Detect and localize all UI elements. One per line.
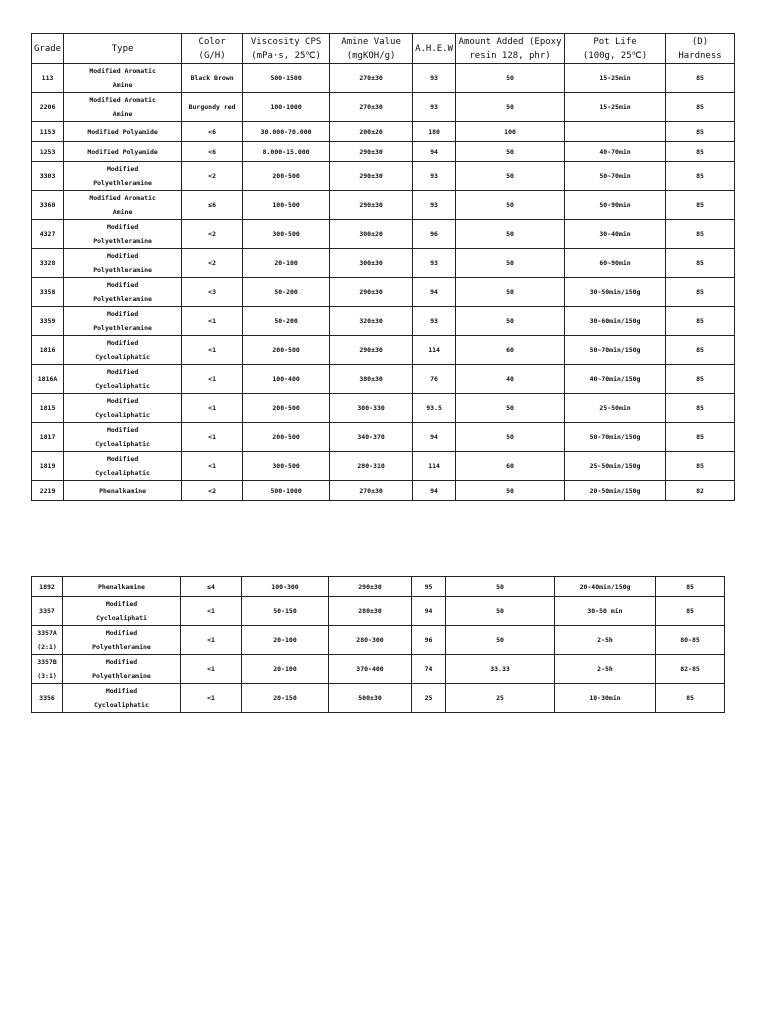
cell-amount: 50 xyxy=(456,162,565,191)
cell-color: <2 xyxy=(182,481,243,501)
cell-hardness: 85 xyxy=(666,122,735,142)
cell-color: Black Brown xyxy=(182,64,243,93)
cell-ahew: 94 xyxy=(413,423,456,452)
cell-viscosity: 8.000-15.000 xyxy=(243,142,330,162)
cell-viscosity: 100-400 xyxy=(243,365,330,394)
cell-grade xyxy=(32,423,64,452)
cell-amine: 300-330 xyxy=(330,394,413,423)
cell-amount: 25 xyxy=(446,684,555,713)
cell-type xyxy=(63,626,181,655)
cell-type-line: Modified xyxy=(106,252,139,260)
cell-amine: 290±30 xyxy=(329,577,412,597)
cell-type xyxy=(64,220,182,249)
header-ahew: A.H.E.W xyxy=(413,34,456,64)
cell-type-line: Polyethleramine xyxy=(93,237,152,245)
cell-grade-line: 1816 xyxy=(39,346,56,354)
cell-hardness: 82 xyxy=(666,481,735,501)
cell-pot: 2-5h xyxy=(555,626,656,655)
cell-color: <1 xyxy=(181,626,242,655)
cell-amount: 50 xyxy=(456,394,565,423)
header-color: Color (G/H) xyxy=(182,34,243,64)
cell-type-line: Cycloaliphatic xyxy=(95,440,150,448)
cell-type-line: Modified xyxy=(106,165,139,173)
cell-amine: 380±30 xyxy=(330,365,413,394)
cell-type xyxy=(63,684,181,713)
cell-amine: 320±30 xyxy=(330,307,413,336)
cell-type xyxy=(64,278,182,307)
cell-type xyxy=(63,577,181,597)
cell-color: <3 xyxy=(182,278,243,307)
cell-type xyxy=(64,423,182,452)
cell-color: ≤6 xyxy=(182,191,243,220)
cell-viscosity: 100-1000 xyxy=(243,93,330,122)
cell-color: <6 xyxy=(182,122,243,142)
header-pot-life: Pot Life (100g, 25℃) xyxy=(565,34,666,64)
cell-ahew: 25 xyxy=(412,684,446,713)
cell-type-line: Polyethleramine xyxy=(93,266,152,274)
cell-type-line: Modified xyxy=(105,687,138,695)
header-type: Type xyxy=(64,34,182,64)
cell-grade-line: 3358 xyxy=(39,288,56,296)
cell-pot: 50~70min xyxy=(565,162,666,191)
cell-grade xyxy=(32,249,64,278)
cell-grade-line: 3357 xyxy=(39,607,55,615)
cell-ahew: 94 xyxy=(413,278,456,307)
cell-type-line: Modified Aromatic xyxy=(89,67,156,75)
cell-amount: 50 xyxy=(456,93,565,122)
cell-grade xyxy=(32,307,64,336)
cell-hardness: 85 xyxy=(666,249,735,278)
cell-grade-line: 1819 xyxy=(39,462,56,470)
cell-pot: 30-50min/150g xyxy=(565,278,666,307)
table-row xyxy=(32,249,735,278)
cell-amine: 290±30 xyxy=(330,278,413,307)
cell-grade-line: 1892 xyxy=(39,582,55,591)
cell-ahew: 114 xyxy=(413,452,456,481)
cell-amount: 50 xyxy=(456,307,565,336)
cell-hardness: 85 xyxy=(656,684,725,713)
cell-amount: 50 xyxy=(446,577,555,597)
cell-type xyxy=(64,336,182,365)
cell-ahew: 93 xyxy=(413,93,456,122)
cell-type-line: Modified xyxy=(106,310,139,318)
cell-pot: 60~90min xyxy=(565,249,666,278)
cell-grade xyxy=(32,64,64,93)
cell-color: <1 xyxy=(181,655,242,684)
cell-type xyxy=(63,597,181,626)
cell-viscosity: 200-500 xyxy=(243,394,330,423)
cell-amount: 50 xyxy=(456,278,565,307)
cell-amine: 270±30 xyxy=(330,64,413,93)
table-row xyxy=(32,162,735,191)
cell-grade xyxy=(32,365,64,394)
cell-hardness: 85 xyxy=(666,142,735,162)
cell-grade xyxy=(32,481,64,501)
header-amount-added: Amount Added (Epoxy resin 128, phr) xyxy=(456,34,565,64)
cell-grade-line: (3:1) xyxy=(37,672,57,680)
cell-ahew: 93 xyxy=(413,162,456,191)
cell-hardness: 80-85 xyxy=(656,626,725,655)
cell-amine: 290±30 xyxy=(330,191,413,220)
cell-type-line: Cycloaliphatic xyxy=(95,382,150,390)
cell-hardness: 85 xyxy=(666,162,735,191)
cell-grade-line: 3357B xyxy=(37,658,57,666)
cell-pot: 10-30min xyxy=(555,684,656,713)
cell-color: <1 xyxy=(182,365,243,394)
cell-ahew: 180 xyxy=(413,122,456,142)
cell-pot: 15-25min xyxy=(565,64,666,93)
table-row xyxy=(32,655,725,684)
cell-amount: 50 xyxy=(456,191,565,220)
cell-pot: 30-60min/150g xyxy=(565,307,666,336)
cell-pot: 20-50min/150g xyxy=(565,481,666,501)
cell-hardness: 85 xyxy=(666,452,735,481)
cell-amount: 50 xyxy=(446,626,555,655)
cell-amount: 60 xyxy=(456,452,565,481)
cell-grade xyxy=(32,220,64,249)
cell-grade xyxy=(32,684,63,713)
cell-color: <1 xyxy=(182,394,243,423)
cell-grade xyxy=(32,626,63,655)
table-row xyxy=(32,597,725,626)
cell-grade xyxy=(32,655,63,684)
cell-grade xyxy=(32,452,64,481)
table-row xyxy=(32,577,725,597)
cell-pot: 50-70min/150g xyxy=(565,423,666,452)
cell-grade xyxy=(32,93,64,122)
table-row xyxy=(32,122,735,142)
cell-viscosity: 20-100 xyxy=(243,249,330,278)
cell-grade xyxy=(32,191,64,220)
cell-type-line: Modified xyxy=(106,223,139,231)
cell-pot: 25-50min/150g xyxy=(565,452,666,481)
cell-color: ≤4 xyxy=(181,577,242,597)
table-row xyxy=(32,336,735,365)
table-row xyxy=(32,307,735,336)
cell-color: <1 xyxy=(182,307,243,336)
cell-pot: 40-70min xyxy=(565,142,666,162)
cell-type-line: Modified xyxy=(106,426,139,434)
table-row xyxy=(32,93,735,122)
cell-grade-line: 1153 xyxy=(39,127,56,136)
cell-pot: 40~70min/150g xyxy=(565,365,666,394)
cell-type-line: Modified xyxy=(106,281,139,289)
cell-type xyxy=(64,142,182,162)
table-row xyxy=(32,684,725,713)
cell-hardness: 85 xyxy=(666,336,735,365)
cell-amine: 270±30 xyxy=(330,481,413,501)
cell-type xyxy=(64,64,182,93)
cell-grade xyxy=(32,278,64,307)
cell-grade-line: 1817 xyxy=(39,433,56,441)
cell-type-line: Modified Aromatic xyxy=(89,194,156,202)
cell-hardness: 85 xyxy=(656,577,725,597)
table-row xyxy=(32,626,725,655)
cell-ahew: 94 xyxy=(413,481,456,501)
cell-viscosity: 100-300 xyxy=(242,577,329,597)
cell-type-line: Cycloaliphatic xyxy=(94,701,149,709)
cell-amount: 100 xyxy=(456,122,565,142)
cell-grade-line: 3328 xyxy=(39,259,56,267)
table-row xyxy=(32,220,735,249)
cell-type-line: Amine xyxy=(112,110,133,118)
table-body xyxy=(32,577,725,713)
cell-type-line: Polyethleramine xyxy=(92,672,151,680)
cell-grade xyxy=(32,162,64,191)
cell-type-line: Modified xyxy=(105,629,138,637)
cell-type-line: Modified xyxy=(105,658,138,666)
cell-pot: 15-25min xyxy=(565,93,666,122)
cell-hardness: 85 xyxy=(666,365,735,394)
cell-type xyxy=(64,394,182,423)
cell-hardness: 85 xyxy=(666,220,735,249)
cell-hardness: 85 xyxy=(666,307,735,336)
cell-ahew: 74 xyxy=(412,655,446,684)
table-row xyxy=(32,394,735,423)
cell-amine: 290±30 xyxy=(330,336,413,365)
cell-type-line: Modified xyxy=(106,455,139,463)
spec-table-secondary xyxy=(31,576,725,713)
cell-type xyxy=(64,365,182,394)
cell-type-line: Cycloaliphatic xyxy=(95,469,150,477)
cell-amine: 300±20 xyxy=(330,220,413,249)
cell-pot: 50~70min/150g xyxy=(565,336,666,365)
cell-amount: 40 xyxy=(456,365,565,394)
cell-grade-line: 3303 xyxy=(39,172,56,180)
spec-table-main xyxy=(31,33,735,501)
cell-viscosity: 20-100 xyxy=(242,626,329,655)
table-row xyxy=(32,365,735,394)
cell-viscosity: 50-200 xyxy=(243,307,330,336)
cell-ahew: 93 xyxy=(413,249,456,278)
cell-grade-line: 3356 xyxy=(39,694,55,702)
cell-color: <1 xyxy=(181,684,242,713)
cell-ahew: 96 xyxy=(413,220,456,249)
cell-amount: 50 xyxy=(446,597,555,626)
cell-type-line: Modified xyxy=(105,600,138,608)
cell-type-line: Modified xyxy=(106,339,139,347)
cell-hardness: 85 xyxy=(666,423,735,452)
header-grade: Grade xyxy=(32,34,64,64)
cell-amine: 270±30 xyxy=(330,93,413,122)
cell-type-line: Polyethleramine xyxy=(93,295,152,303)
cell-grade-line: 2206 xyxy=(39,103,56,111)
cell-ahew: 94 xyxy=(413,142,456,162)
cell-hardness: 82-85 xyxy=(656,655,725,684)
cell-grade xyxy=(32,122,64,142)
cell-viscosity: 200-500 xyxy=(243,423,330,452)
cell-viscosity: 200-500 xyxy=(243,162,330,191)
cell-amine: 200±20 xyxy=(330,122,413,142)
cell-amine: 290±30 xyxy=(330,162,413,191)
table-row xyxy=(32,64,735,93)
cell-grade xyxy=(32,336,64,365)
cell-ahew: 95 xyxy=(412,577,446,597)
cell-pot: 20-40min/150g xyxy=(555,577,656,597)
cell-type-line: Phenalkamine xyxy=(99,486,147,495)
cell-amount: 60 xyxy=(456,336,565,365)
cell-type-line: Cycloaliphatic xyxy=(95,411,150,419)
cell-hardness: 85 xyxy=(656,597,725,626)
cell-grade xyxy=(32,597,63,626)
cell-viscosity: 500-1000 xyxy=(243,481,330,501)
cell-viscosity: 20-150 xyxy=(242,684,329,713)
cell-ahew: 93.5 xyxy=(413,394,456,423)
cell-type-line: Modified Polyamide xyxy=(87,147,158,156)
cell-amine: 290±30 xyxy=(330,142,413,162)
cell-amine: 280-300 xyxy=(329,626,412,655)
cell-amount: 50 xyxy=(456,64,565,93)
cell-grade xyxy=(32,142,64,162)
cell-type xyxy=(64,122,182,142)
cell-grade xyxy=(32,577,63,597)
cell-type xyxy=(64,307,182,336)
cell-amine: 340-370 xyxy=(330,423,413,452)
cell-viscosity: 300-500 xyxy=(243,452,330,481)
cell-amount: 50 xyxy=(456,423,565,452)
cell-viscosity: 20-100 xyxy=(242,655,329,684)
cell-hardness: 85 xyxy=(666,64,735,93)
header-row xyxy=(32,34,735,64)
cell-grade-line: 1815 xyxy=(39,404,56,412)
cell-type xyxy=(64,162,182,191)
header-hardness: (D) Hardness xyxy=(666,34,735,64)
cell-type xyxy=(64,452,182,481)
cell-grade-line: 3357A xyxy=(37,629,57,637)
cell-grade-line: 2219 xyxy=(39,486,56,495)
cell-color: <2 xyxy=(182,249,243,278)
cell-pot: 30-40min xyxy=(565,220,666,249)
cell-viscosity: 500-1500 xyxy=(243,64,330,93)
cell-color: <1 xyxy=(182,423,243,452)
cell-type-line: Polyethleramine xyxy=(92,643,151,651)
cell-grade-line: 1253 xyxy=(39,147,56,156)
cell-color: <1 xyxy=(182,452,243,481)
cell-color: <6 xyxy=(182,142,243,162)
cell-viscosity: 50-200 xyxy=(243,278,330,307)
cell-ahew: 114 xyxy=(413,336,456,365)
header-viscosity: Viscosity CPS (mPa·s, 25℃) xyxy=(243,34,330,64)
cell-amount: 50 xyxy=(456,481,565,501)
cell-ahew: 94 xyxy=(412,597,446,626)
cell-ahew: 96 xyxy=(412,626,446,655)
cell-pot: 25-50min xyxy=(565,394,666,423)
table-row xyxy=(32,481,735,501)
cell-grade-line: 1816A xyxy=(37,375,58,383)
cell-amine: 280±30 xyxy=(329,597,412,626)
cell-type-line: Polyethleramine xyxy=(93,179,152,187)
cell-grade-line: (2:1) xyxy=(37,643,57,651)
cell-color: <2 xyxy=(182,220,243,249)
cell-viscosity: 50-150 xyxy=(242,597,329,626)
cell-amine: 280-310 xyxy=(330,452,413,481)
cell-type xyxy=(63,655,181,684)
cell-pot: 30-50 min xyxy=(555,597,656,626)
cell-amine: 370-400 xyxy=(329,655,412,684)
cell-grade-line: 3360 xyxy=(39,201,56,209)
cell-grade-line: 113 xyxy=(41,74,54,82)
cell-type xyxy=(64,481,182,501)
cell-type xyxy=(64,93,182,122)
cell-amine: 300±30 xyxy=(330,249,413,278)
header-amine-value: Amine Value (mgKOH/g) xyxy=(330,34,413,64)
cell-hardness: 85 xyxy=(666,278,735,307)
cell-viscosity: 100-500 xyxy=(243,191,330,220)
cell-hardness: 85 xyxy=(666,93,735,122)
cell-color: <1 xyxy=(182,336,243,365)
cell-hardness: 85 xyxy=(666,191,735,220)
cell-ahew: 76 xyxy=(413,365,456,394)
cell-grade xyxy=(32,394,64,423)
table-row xyxy=(32,191,735,220)
cell-type-line: Amine xyxy=(112,208,133,216)
cell-grade-line: 3359 xyxy=(39,317,56,325)
cell-type-line: Cycloaliphatic xyxy=(95,353,150,361)
table-row xyxy=(32,142,735,162)
cell-type xyxy=(64,249,182,278)
cell-amount: 50 xyxy=(456,249,565,278)
cell-viscosity: 30.000-70.000 xyxy=(243,122,330,142)
cell-grade-line: 4327 xyxy=(39,230,56,238)
cell-hardness: 85 xyxy=(666,394,735,423)
cell-pot: 2-5h xyxy=(555,655,656,684)
cell-color: Burgundy red xyxy=(182,93,243,122)
table-row xyxy=(32,278,735,307)
table-row xyxy=(32,423,735,452)
cell-viscosity: 200-500 xyxy=(243,336,330,365)
cell-ahew: 93 xyxy=(413,191,456,220)
cell-color: <1 xyxy=(181,597,242,626)
cell-ahew: 93 xyxy=(413,307,456,336)
cell-ahew: 93 xyxy=(413,64,456,93)
cell-type-line: Cycloaliphati xyxy=(96,614,147,622)
cell-type-line: Polyethleramine xyxy=(93,324,152,332)
cell-amount: 50 xyxy=(456,142,565,162)
cell-type-line: Amine xyxy=(112,81,133,89)
cell-amine: 500±30 xyxy=(329,684,412,713)
table-body xyxy=(32,64,735,501)
cell-amount: 33.33 xyxy=(446,655,555,684)
cell-viscosity: 300-500 xyxy=(243,220,330,249)
cell-type-line: Modified Polyamide xyxy=(87,127,158,136)
cell-type xyxy=(64,191,182,220)
cell-pot xyxy=(565,122,666,142)
cell-pot: 50-90min xyxy=(565,191,666,220)
cell-type-line: Modified xyxy=(106,368,139,376)
cell-type-line: Modified Aromatic xyxy=(89,96,156,104)
cell-amount: 50 xyxy=(456,220,565,249)
cell-color: <2 xyxy=(182,162,243,191)
table-row xyxy=(32,452,735,481)
cell-type-line: Phenalkamine xyxy=(98,582,145,591)
cell-type-line: Modified xyxy=(106,397,139,405)
